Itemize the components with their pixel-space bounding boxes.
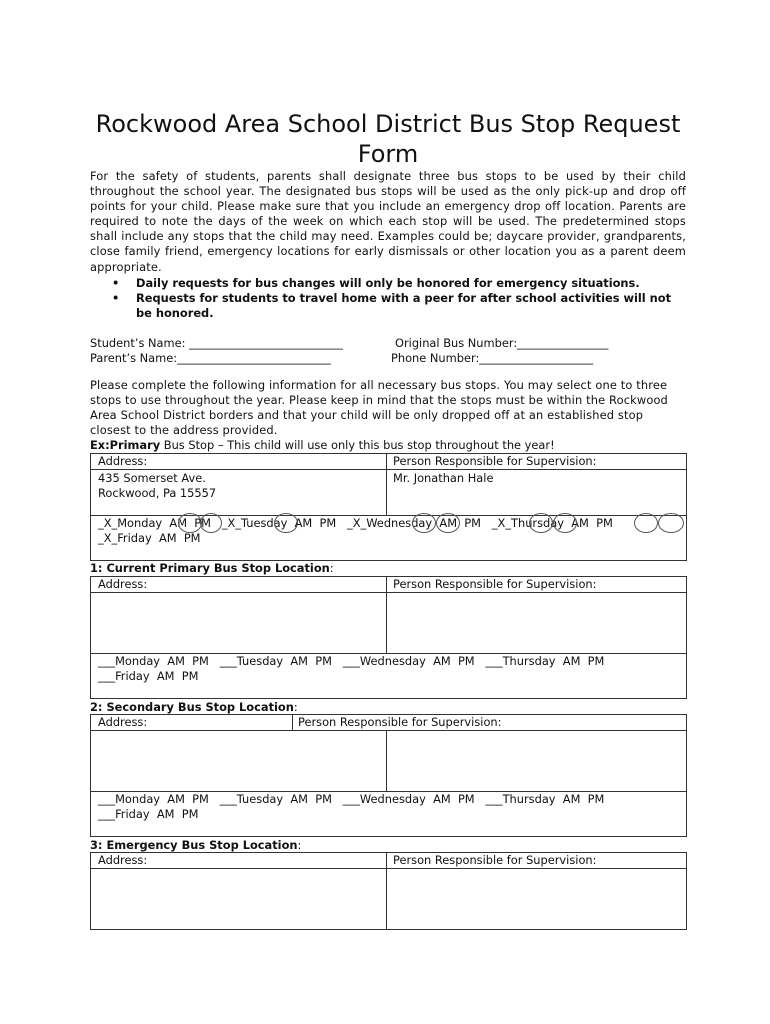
am-circle-mark — [178, 513, 202, 533]
rule-text: Daily requests for bus changes will only be honored for emergency situations. — [136, 276, 640, 290]
divider — [90, 469, 687, 470]
am-circle-mark — [436, 513, 460, 533]
bullet-icon: • — [112, 276, 120, 290]
address-header: Address: — [98, 715, 148, 729]
example-days-row: _X_Friday AM PM — [98, 531, 201, 545]
list-item — [90, 276, 686, 291]
example-address-line1: 435 Somerset Ave. — [98, 471, 206, 485]
list-item — [90, 291, 686, 321]
bullet-icon: • — [112, 291, 120, 306]
section-1-supervisor-input[interactable] — [387, 593, 686, 653]
section-2-label — [90, 700, 298, 715]
address-header: Address: — [98, 577, 148, 591]
student-name-field[interactable]: Student’s Name: ___________________________ — [90, 336, 343, 350]
section-3-address-input[interactable] — [91, 869, 386, 929]
section-2-supervisor-input[interactable] — [387, 731, 686, 791]
section-3-label — [90, 838, 301, 853]
rule-text: Requests for students to travel home with a peer for after school activities will not be honored. — [136, 291, 672, 321]
section-1-days-row[interactable]: ___Friday AM PM — [98, 669, 199, 683]
pm-circle-mark — [658, 513, 684, 533]
section-2-days-row[interactable]: ___Friday AM PM — [98, 807, 199, 821]
original-bus-number-field[interactable]: Original Bus Number:________________ — [395, 336, 609, 350]
section-3-label-rest: : — [297, 838, 302, 852]
pm-circle-mark — [634, 513, 658, 533]
supervision-header: Person Responsible for Supervision: — [393, 577, 597, 591]
am-circle-mark — [274, 513, 298, 533]
page-title: Rockwood Area School District Bus Stop Request Form — [95, 110, 681, 168]
divider — [292, 714, 293, 730]
rules-list — [90, 276, 686, 321]
am-circle-mark — [553, 513, 577, 533]
am-circle-mark — [529, 513, 553, 533]
example-supervisor: Mr. Jonathan Hale — [393, 471, 494, 485]
am-circle-mark — [412, 513, 436, 533]
section-1-label-bold: 1: Current Primary Bus Stop Location — [90, 561, 330, 575]
section-3-label-bold: 3: Emergency Bus Stop Location — [90, 838, 298, 852]
section-1-days-row[interactable]: ___Monday AM PM ___Tuesday AM PM ___Wednesday AM PM ___Thursday AM PM — [98, 654, 605, 668]
example-label-bold: Ex:Primary — [90, 438, 161, 452]
phone-number-field[interactable]: Phone Number:____________________ — [391, 351, 594, 365]
example-days-row: _X_Monday AM PM _X_Tuesday AM PM _X_Wednesday AM PM _X_Thursday AM PM — [98, 516, 613, 530]
section-2-address-input[interactable] — [91, 731, 386, 791]
section-2-label-bold: 2: Secondary Bus Stop Location — [90, 700, 294, 714]
divider — [386, 453, 387, 515]
supervision-header: Person Responsible for Supervision: — [393, 853, 597, 867]
section-1-address-input[interactable] — [91, 593, 386, 653]
address-header: Address: — [98, 853, 148, 867]
example-label-rest: Bus Stop – This child will use only this bus stop throughout the year! — [160, 438, 555, 452]
intro-paragraph: For the safety of students, parents shall designate three bus stops to be used by their child throughout the school year. The designated bus stops will be used as the only pick-up and drop off points for your child. Please make sure that you include an emergency drop off location. Parents are required to note the days of the week on which each stop will be used. The predetermined stops shall include any stops that the child may need. Examples could be; daycare provider, grandparents, close family friend, emergency locations for early dismissals or other location you as a parent deem appropriate. — [90, 169, 686, 274]
example-address-line2: Rockwood, Pa 15557 — [98, 486, 217, 500]
section-1-label-rest: : — [329, 561, 334, 575]
parent-name-field[interactable]: Parent’s Name:___________________________ — [90, 351, 331, 365]
example-label — [90, 438, 555, 453]
supervision-header: Person Responsible for Supervision: — [298, 715, 502, 729]
section-1-label — [90, 561, 334, 576]
section-2-days-row[interactable]: ___Monday AM PM ___Tuesday AM PM ___Wednesday AM PM ___Thursday AM PM — [98, 792, 605, 806]
supervision-header: Person Responsible for Supervision: — [393, 454, 597, 468]
section-3-supervisor-input[interactable] — [387, 869, 686, 929]
instructions-paragraph: Please complete the following information for all necessary bus stops. You may select one to three stops to use throughout the year. Please keep in mind that the stops must be within the Rockwood Area School District borders and that your child will be only dropped off at an established stop closest to the address provided. — [90, 378, 668, 438]
section-2-label-rest: : — [293, 700, 298, 714]
address-header: Address: — [98, 454, 148, 468]
pm-circle-mark — [200, 513, 222, 533]
